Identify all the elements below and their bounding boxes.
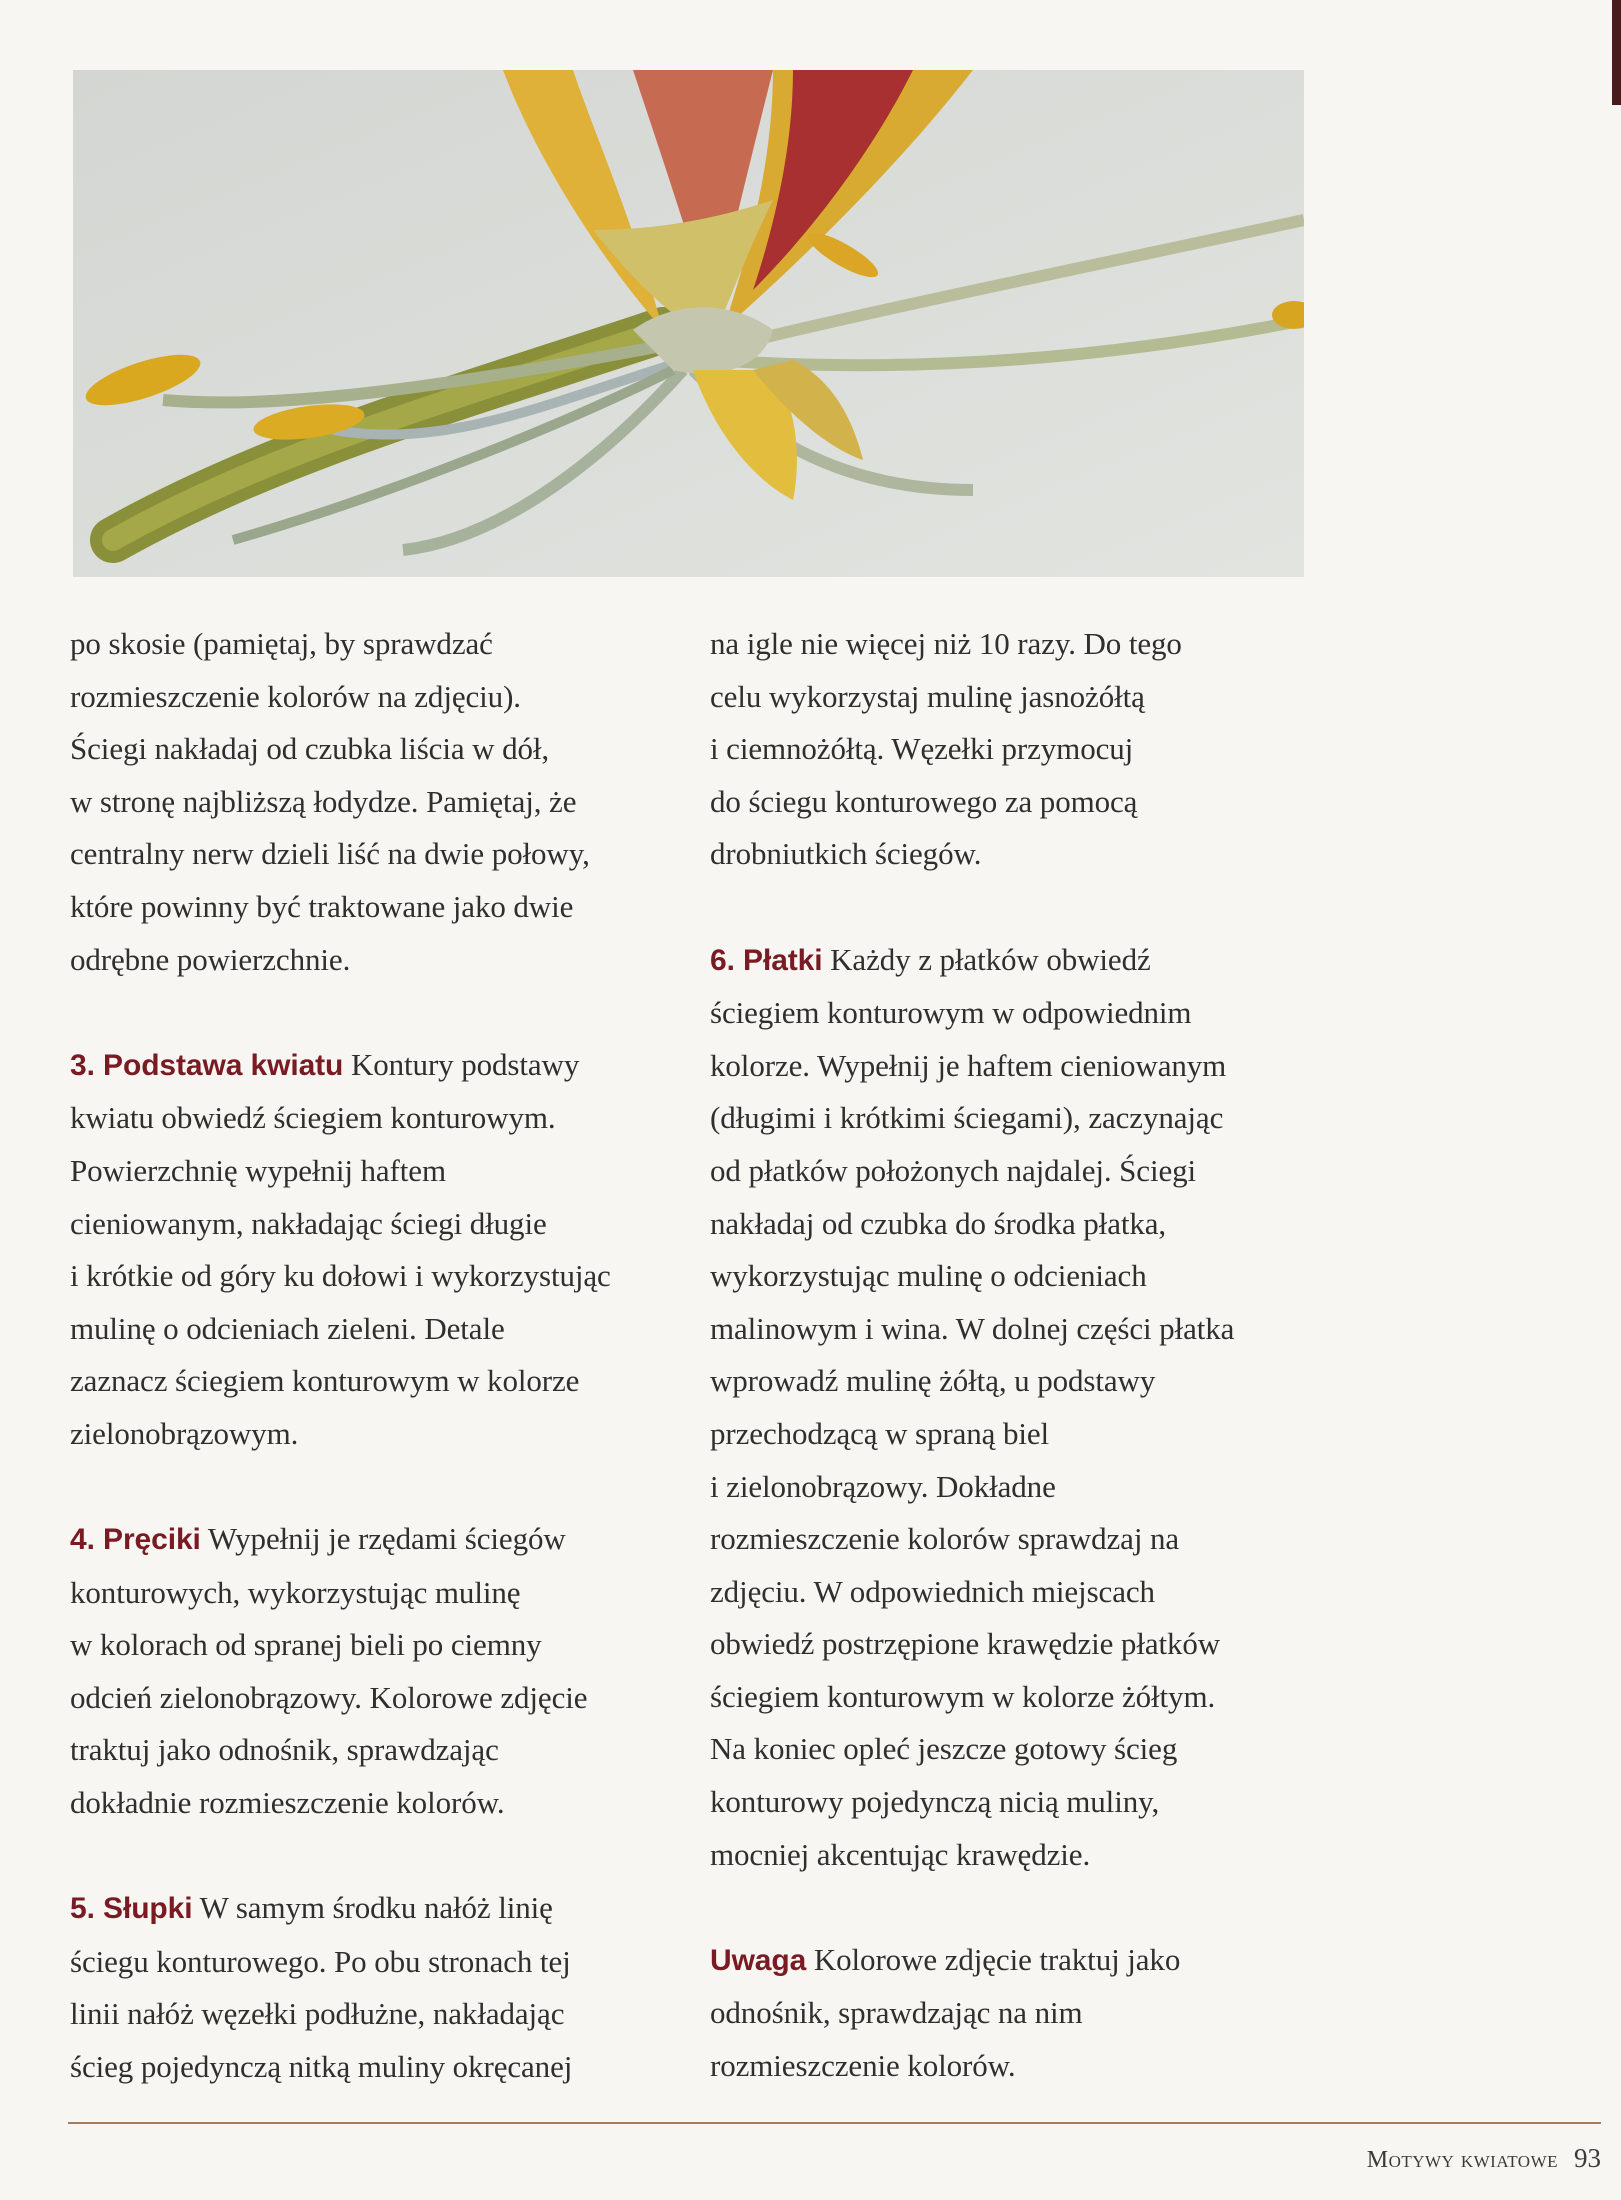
text-line: rozmieszczenie kolorów. [710, 2048, 1016, 2084]
text-line: i zielonobrązowy. Dokładne [710, 1468, 1056, 1504]
right-text-column [710, 618, 1330, 2093]
text-line [70, 1039, 690, 1093]
text-line: i ciemnożółtą. Węzełki przymocuj [710, 731, 1134, 767]
paragraph-note [710, 1934, 1330, 2093]
text-line: celu wykorzystaj mulinę jasnożółtą [710, 678, 1145, 714]
text-line: odcień zielonobrązowy. Kolorowe zdjęcie [70, 1679, 588, 1715]
text-line: ściegiem konturowym w odpowiednim [710, 995, 1192, 1031]
paragraph-flower-base [70, 1039, 690, 1461]
heading-line-rest: Wypełnij je rzędami ściegów [200, 1521, 566, 1557]
paragraph-leaf-stitching [70, 618, 690, 986]
section-heading-flower-base: 3. Podstawa kwiatu [70, 1048, 344, 1082]
text-line: i krótkie od góry ku dołowi i wykorzystując [70, 1258, 611, 1294]
text-line [70, 1513, 690, 1567]
text-line: Ściegi nakładaj od czubka liścia w dół, [70, 731, 550, 767]
text-line: na igle nie więcej niż 10 razy. Do tego [710, 626, 1182, 661]
text-line: wprowadź mulinę żółtą, u podstawy [710, 1363, 1156, 1399]
text-line: od płatków położonych najdalej. Ściegi [710, 1152, 1197, 1188]
text-line: linii nałóż węzełki podłużne, nakładając [70, 1996, 565, 2032]
text-line: konturowy pojedynczą nicią muliny, [710, 1784, 1160, 1820]
page-footer [1367, 2143, 1601, 2174]
text-line: odrębne powierzchnie. [70, 941, 351, 977]
text-line: drobniutkich ściegów. [710, 836, 982, 872]
text-line: przechodzącą w spraną biel [710, 1415, 1050, 1451]
text-line: odnośnik, sprawdzając na nim [710, 1995, 1083, 2031]
text-line: w kolorach od spranej bieli po ciemny [70, 1627, 542, 1663]
text-line [710, 934, 1330, 988]
text-line: mocniej akcentując krawędzie. [710, 1836, 1091, 1872]
heading-line-rest: Kolorowe zdjęcie traktuj jako [806, 1941, 1181, 1977]
running-section-title: Motywy kwiatowe [1366, 2147, 1558, 2173]
text-line: w stronę najbliższą łodydze. Pamiętaj, że [70, 783, 577, 819]
text-line: zdjęciu. W odpowiednich miejscach [710, 1573, 1155, 1609]
text-line: obwiedź postrzępione krawędzie płatków [710, 1626, 1221, 1662]
text-line: do ściegu konturowego za pomocą [710, 783, 1138, 819]
text-line [70, 1882, 690, 1936]
section-heading-stamens: 4. Pręciki [70, 1523, 201, 1557]
text-line: po skosie (pamiętaj, by sprawdzać [70, 626, 493, 661]
heading-line-rest: Każdy z płatków obwiedź [822, 941, 1151, 977]
text-line: cieniowanym, nakładając ściegi długie [70, 1205, 547, 1241]
text-line: które powinny być traktowane jako dwie [70, 888, 574, 924]
text-line: kwiatu obwiedź ściegiem konturowym. [70, 1100, 556, 1136]
paragraph-pistils [70, 1882, 690, 2093]
text-line: traktuj jako odnośnik, sprawdzając [70, 1732, 499, 1768]
page-edge-tab [1612, 0, 1621, 105]
text-line: rozmieszczenie kolorów sprawdzaj na [710, 1521, 1180, 1557]
text-line: konturowych, wykorzystując mulinę [70, 1574, 521, 1610]
page-number: 93 [1574, 2143, 1601, 2173]
text-line: kolorze. Wypełnij je haftem cieniowanym [710, 1047, 1227, 1083]
text-line: nakładaj od czubka do środka płatka, [710, 1205, 1167, 1241]
text-line: Powierzchnię wypełnij haftem [70, 1152, 446, 1188]
text-line: ściegu konturowego. Po obu stronach tej [70, 1943, 571, 1979]
text-line: mulinę o odcieniach zieleni. Detale [70, 1310, 505, 1346]
section-heading-petals: 6. Płatki [710, 943, 823, 977]
embroidery-photo [73, 70, 1304, 577]
text-line: dokładnie rozmieszczenie kolorów. [70, 1785, 505, 1821]
text-line: zaznacz ściegiem konturowym w kolorze [70, 1363, 580, 1399]
footer-divider [68, 2122, 1601, 2124]
text-line: zielonobrązowym. [70, 1415, 299, 1451]
text-line [710, 1934, 1330, 1988]
text-line: ściegiem konturowym w kolorze żółtym. [710, 1678, 1216, 1714]
text-line: rozmieszczenie kolorów na zdjęciu). [70, 678, 521, 714]
paragraph-petals [710, 934, 1330, 1882]
embroidery-illustration [73, 70, 1304, 577]
text-line: wykorzystując mulinę o odcieniach [710, 1258, 1147, 1294]
heading-line-rest: Kontury podstawy [343, 1046, 580, 1082]
paragraph-stamens [70, 1513, 690, 1830]
heading-line-rest: W samym środku nałóż linię [192, 1890, 553, 1926]
section-heading-note: Uwaga [710, 1943, 807, 1977]
text-line: ścieg pojedynczą nitką muliny okręcanej [70, 2049, 573, 2085]
text-line: Na koniec opleć jeszcze gotowy ścieg [710, 1731, 1178, 1767]
paragraph-pistils-continued [710, 618, 1330, 881]
left-text-column [70, 618, 690, 2094]
text-line: (długimi i krótkimi ściegami), zaczynając [710, 1100, 1224, 1136]
text-line: centralny nerw dzieli liść na dwie połowy, [70, 836, 590, 872]
text-line: malinowym i wina. W dolnej części płatka [710, 1310, 1235, 1346]
section-heading-pistils: 5. Słupki [70, 1892, 193, 1926]
